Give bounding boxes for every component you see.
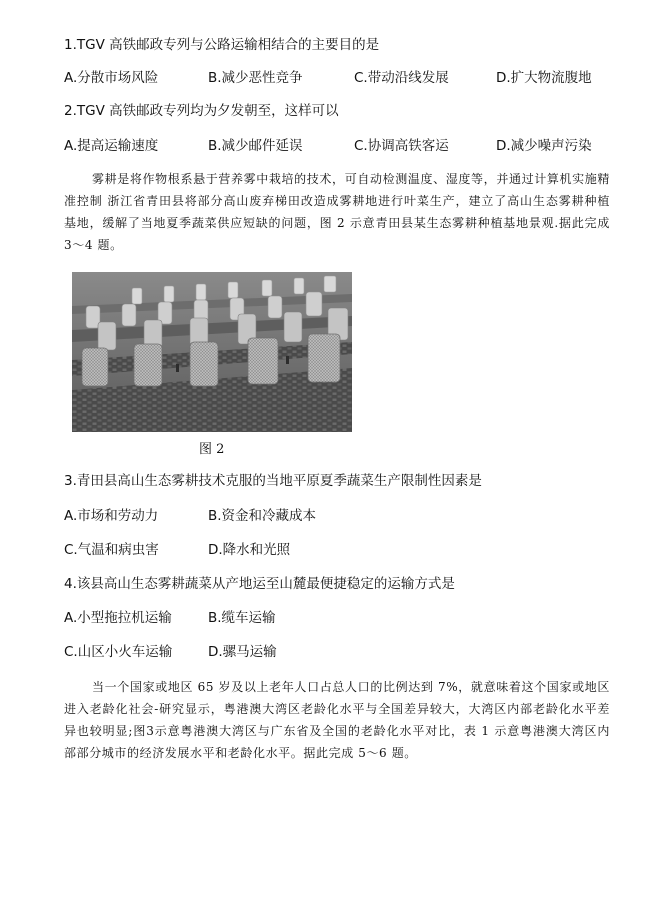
q2-option-d: D.减少噪声污染 <box>496 138 592 154</box>
fog-cultivation-base-photo <box>72 272 352 432</box>
question-3-stem: 3.青田县高山生态雾耕技术克服的当地平原夏季蔬菜生产限制性因素是 <box>64 473 482 489</box>
q2-option-b: B.减少邮件延误 <box>208 138 303 154</box>
question-4-options <box>64 609 624 627</box>
q4-option-b: B.缆车运输 <box>208 610 276 626</box>
q4-option-c: C.山区小火车运输 <box>64 644 173 660</box>
question-1-stem: 1.TGV 高铁邮政专列与公路运输相结合的主要目的是 <box>64 37 380 53</box>
passage-fog-cultivation: 雾耕是将作物根系悬于营养雾中栽培的技术，可自动检测温度、湿度等，并通过计算机实施精准控制 浙江省青田县将部分高山废弃梯田改造成雾耕地进行叶菜生产，建立了高山生态雾耕种植基地，缓解了当地夏季蔬菜供应短缺的问题，图 2 示意青田县某生态雾耕种植基地景观.据此完成 3～4 题。 <box>64 172 610 252</box>
q4-option-a: A.小型拖拉机运输 <box>64 610 172 626</box>
q2-option-a: A.提高运输速度 <box>64 138 159 154</box>
figure-2-caption: 图 2 <box>199 442 225 457</box>
q3-option-b: B.资金和冷藏成本 <box>208 508 317 524</box>
question-4-stem: 4.该县高山生态雾耕蔬菜从产地运至山麓最便捷稳定的运输方式是 <box>64 576 455 592</box>
question-3-options-row2 <box>64 541 624 559</box>
q3-option-c: C.气温和病虫害 <box>64 542 159 558</box>
q3-option-a: A.市场和劳动力 <box>64 508 159 524</box>
q1-option-a: A.分散市场风险 <box>64 70 159 86</box>
q1-option-b: B.减少恶性竞争 <box>208 70 303 86</box>
q3-option-d: D.降水和光照 <box>208 542 291 558</box>
question-2-options <box>64 137 624 155</box>
q2-option-c: C.协调高铁客运 <box>354 138 449 154</box>
q1-option-c: C.带动沿线发展 <box>354 70 449 86</box>
question-1-options <box>64 69 624 87</box>
question-3-options <box>64 507 624 525</box>
q4-option-d: D.骡马运输 <box>208 644 277 660</box>
question-2-stem: 2.TGV 高铁邮政专列均为夕发朝至，这样可以 <box>64 103 339 119</box>
question-4-options-row2 <box>64 643 624 661</box>
q1-option-d: D.扩大物流腹地 <box>496 70 592 86</box>
passage-aging-population: 当一个国家或地区 65 岁及以上老年人口占总人口的比例达到 7%，就意味着这个国家或地区进入老龄化社会-研究显示，粤港澳大湾区老龄化水平与全国差异较大，大湾区内部老龄化水平差异也较明显;图3示意粤港澳大湾区与广东省及全国的老龄化水平对比，表 1 示意粤港澳大湾区内部部分城市的经济发展水平和老龄化水平。据此完成 5～6 题。 <box>64 680 610 760</box>
